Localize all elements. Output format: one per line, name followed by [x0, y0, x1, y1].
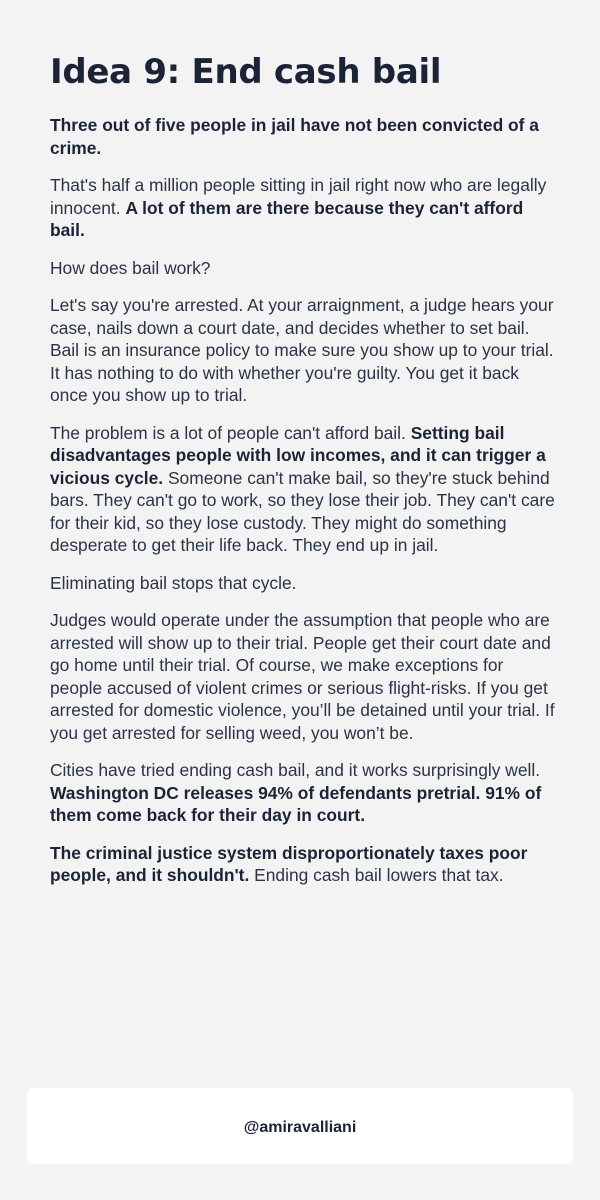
bold-statement: A lot of them are there because they can't afford bail. [50, 197, 524, 240]
author-handle[interactable]: @amiravalliani [243, 1119, 357, 1136]
paragraph-text: That's half a million people sitting in jail right now who are legally innocent. [50, 175, 547, 218]
bold-statement: Setting bail disadvantages people with low incomes, and it can trigger a vicious cycle. [50, 422, 546, 488]
paragraph-question: How does bail work? [50, 257, 211, 278]
paragraph-solution: Eliminating bail stops that cycle. [50, 572, 297, 593]
bold-statement: Washington DC releases 94% of defendants pretrial. 91% of them come back for their day in court. [50, 782, 542, 825]
paragraph-judges: Judges would operate under the assumption that people who are arrested will show up to their trial. People get their court date and go home until their trial. Of course, we make exceptions for people accused of violent crimes or serious flight-risks. If you get arrested for domestic violence, you’ll be detained until your trial. If you get arrested for selling weed, you won’t be. [50, 610, 555, 743]
paragraph-how-bail-works: Let's say you're arrested. At your arraignment, a judge hears your case, nails down a court date, and decides whether to set bail. Bail is an insurance policy to make sure you show up to your trial. It has nothing to do with whether you're guilty. You get it back once you show up to trial. [50, 295, 554, 405]
paragraph-text: Ending cash bail lowers that tax. [254, 865, 504, 885]
footer-card [27, 1088, 573, 1164]
bold-statement: The criminal justice system disproportionately taxes poor people, and it shouldn't. [50, 842, 528, 885]
article [50, 50, 555, 902]
paragraph-text: Someone can't make bail, so they're stuck behind bars. They can't go to work, so they lose their job. They can't care for their kid, so they lose custody. They might do something desperate to get their life back. They end up in jail. [50, 467, 555, 555]
paragraph-evidence [50, 759, 555, 827]
paragraph-innocent [50, 174, 555, 242]
paragraph-text: The problem is a lot of people can't afford bail. [50, 422, 406, 443]
paragraph-text: Cities have tried ending cash bail, and it works surprisingly well. [50, 760, 541, 780]
paragraph-problem [50, 422, 555, 557]
bold-statement: Three out of five people in jail have not been convicted of a crime. [50, 115, 539, 158]
paragraph-conclusion [50, 842, 555, 887]
paragraph-intro [50, 114, 555, 159]
page-title: Idea 9: End cash bail [50, 52, 442, 92]
